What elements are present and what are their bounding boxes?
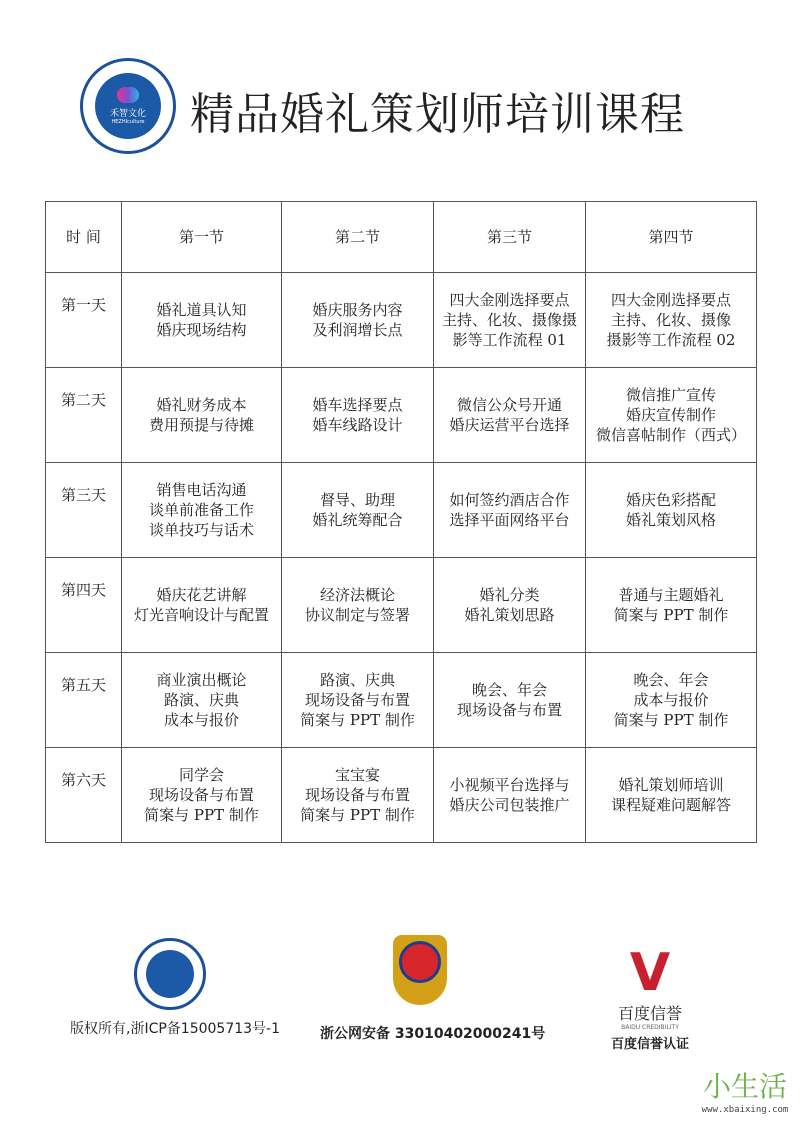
session-cell bbox=[586, 463, 757, 558]
session-line: 婚庆公司包装推广 bbox=[449, 796, 570, 814]
table-row bbox=[46, 273, 757, 368]
session-cell bbox=[282, 558, 434, 653]
logo-text: 禾智文化 bbox=[109, 109, 146, 119]
session-line: 婚礼策划思路 bbox=[464, 606, 555, 624]
session-line: 路演、庆典 bbox=[163, 691, 239, 709]
session-line: 微信公众号开通 bbox=[456, 396, 562, 414]
session-line: 现场设备与布置 bbox=[304, 786, 410, 804]
table-row bbox=[46, 368, 757, 463]
session-cell bbox=[282, 653, 434, 748]
session-line: 成本与报价 bbox=[633, 691, 709, 709]
session-line: 简案与 PPT 制作 bbox=[300, 711, 415, 729]
session-cell bbox=[282, 463, 434, 558]
session-cell bbox=[434, 463, 586, 558]
baidu-cert: 百度信誉认证 bbox=[610, 1037, 689, 1052]
session-line: 现场设备与布置 bbox=[304, 691, 410, 709]
session-line: 婚车选择要点 bbox=[312, 396, 403, 414]
session-line: 同学会 bbox=[178, 766, 224, 784]
session-line: 选择平面网络平台 bbox=[449, 511, 570, 529]
watermark-text: 小生活 bbox=[702, 1070, 787, 1103]
baidu-block bbox=[590, 945, 710, 1052]
session-line: 婚礼策划风格 bbox=[625, 511, 716, 529]
session-cell bbox=[122, 653, 282, 748]
session-line: 微信喜帖制作（西式） bbox=[595, 426, 746, 444]
day-cell: 第二天 bbox=[46, 368, 122, 463]
baidu-brand: 百度信誉 bbox=[617, 1004, 682, 1023]
icp-text: 版权所有,浙ICP备15005713号-1 bbox=[70, 1021, 281, 1037]
table-row bbox=[46, 653, 757, 748]
session-line: 简案与 PPT 制作 bbox=[300, 806, 415, 824]
session-line: 婚礼策划师培训 bbox=[618, 776, 724, 794]
column-header: 第三节 bbox=[434, 202, 586, 273]
session-line: 婚庆色彩搭配 bbox=[625, 491, 716, 509]
session-line: 督导、助理 bbox=[319, 491, 395, 509]
session-line: 四大金刚选择要点 bbox=[449, 291, 570, 309]
session-cell bbox=[434, 368, 586, 463]
hezhi-small-logo bbox=[134, 938, 206, 1010]
session-line: 微信推广宣传 bbox=[625, 386, 716, 404]
session-cell bbox=[434, 748, 586, 843]
session-line: 销售电话沟通 bbox=[156, 481, 247, 499]
session-cell bbox=[434, 653, 586, 748]
session-cell bbox=[122, 558, 282, 653]
session-cell bbox=[434, 273, 586, 368]
session-line: 课程疑难问题解答 bbox=[610, 796, 731, 814]
logo-sub: HEZHIculture bbox=[111, 119, 145, 125]
session-line: 婚庆花艺讲解 bbox=[156, 586, 247, 604]
session-line: 主持、化妆、摄像 bbox=[610, 311, 731, 329]
session-cell bbox=[282, 748, 434, 843]
session-line: 及利润增长点 bbox=[312, 321, 403, 339]
session-line: 影等工作流程 01 bbox=[452, 331, 567, 349]
session-line: 摄影等工作流程 02 bbox=[606, 331, 736, 349]
session-line: 婚礼分类 bbox=[479, 586, 540, 604]
session-line: 简案与 PPT 制作 bbox=[144, 806, 259, 824]
session-line: 主持、化妆、摄像摄 bbox=[441, 311, 577, 329]
session-line: 如何签约酒店合作 bbox=[449, 491, 570, 509]
column-header: 第一节 bbox=[122, 202, 282, 273]
session-line: 简案与 PPT 制作 bbox=[613, 711, 729, 729]
copyright-block bbox=[70, 938, 281, 1038]
session-line: 谈单前准备工作 bbox=[148, 501, 254, 519]
watermark bbox=[690, 1065, 800, 1115]
table-row bbox=[46, 463, 757, 558]
session-line: 婚礼道具认知 bbox=[156, 301, 247, 319]
table-row bbox=[46, 558, 757, 653]
day-cell: 第三天 bbox=[46, 463, 122, 558]
table-row bbox=[46, 748, 757, 843]
session-line: 婚庆现场结构 bbox=[156, 321, 247, 339]
session-cell bbox=[282, 368, 434, 463]
schedule-table bbox=[45, 201, 757, 843]
session-cell bbox=[282, 273, 434, 368]
day-cell: 第四天 bbox=[46, 558, 122, 653]
baidu-en: BAIDU CREDIBILITY bbox=[621, 1024, 679, 1031]
session-line: 现场设备与布置 bbox=[456, 701, 562, 719]
column-header: 时 间 bbox=[46, 202, 122, 273]
session-line: 路演、庆典 bbox=[319, 671, 395, 689]
watermark-url: www.xbaixing.com bbox=[701, 1105, 789, 1115]
session-cell bbox=[122, 463, 282, 558]
session-line: 婚礼统筹配合 bbox=[312, 511, 403, 529]
session-cell bbox=[586, 368, 757, 463]
session-line: 小视频平台选择与 bbox=[449, 776, 570, 794]
session-line: 简案与 PPT 制作 bbox=[613, 606, 729, 624]
session-line: 费用预提与待摊 bbox=[148, 416, 254, 434]
header-row bbox=[46, 202, 757, 273]
session-line: 宝宝宴 bbox=[334, 766, 380, 784]
session-cell bbox=[586, 653, 757, 748]
session-line: 商业演出概论 bbox=[156, 671, 247, 689]
session-cell bbox=[586, 558, 757, 653]
column-header: 第四节 bbox=[586, 202, 757, 273]
session-line: 谈单技巧与话术 bbox=[148, 521, 254, 539]
session-line: 晚会、年会 bbox=[471, 681, 547, 699]
session-line: 晚会、年会 bbox=[633, 671, 709, 689]
session-line: 现场设备与布置 bbox=[148, 786, 254, 804]
session-line: 普通与主题婚礼 bbox=[618, 586, 724, 604]
baidu-v-icon: V bbox=[629, 943, 671, 1003]
hezhi-logo bbox=[80, 58, 176, 154]
day-cell: 第五天 bbox=[46, 653, 122, 748]
police-badge-icon bbox=[393, 935, 447, 1005]
session-cell bbox=[122, 273, 282, 368]
day-cell: 第一天 bbox=[46, 273, 122, 368]
page-title: 精品婚礼策划师培训课程 bbox=[190, 89, 685, 140]
session-line: 婚礼财务成本 bbox=[156, 396, 247, 414]
day-cell: 第六天 bbox=[46, 748, 122, 843]
police-text: 浙公网安备 33010402000241号 bbox=[320, 1026, 546, 1042]
session-line: 成本与报价 bbox=[163, 711, 239, 729]
session-line: 四大金刚选择要点 bbox=[610, 291, 731, 309]
session-line: 经济法概论 bbox=[319, 586, 395, 604]
session-cell bbox=[122, 368, 282, 463]
session-line: 婚车线路设计 bbox=[312, 416, 403, 434]
session-line: 协议制定与签署 bbox=[304, 606, 410, 624]
session-line: 婚庆宣传制作 bbox=[625, 406, 716, 424]
session-line: 灯光音响设计与配置 bbox=[133, 606, 269, 624]
session-line: 婚庆运营平台选择 bbox=[449, 416, 570, 434]
session-cell bbox=[122, 748, 282, 843]
police-block bbox=[320, 935, 546, 1043]
session-line: 婚庆服务内容 bbox=[312, 301, 403, 319]
session-cell bbox=[586, 748, 757, 843]
column-header: 第二节 bbox=[282, 202, 434, 273]
session-cell bbox=[434, 558, 586, 653]
session-cell bbox=[586, 273, 757, 368]
